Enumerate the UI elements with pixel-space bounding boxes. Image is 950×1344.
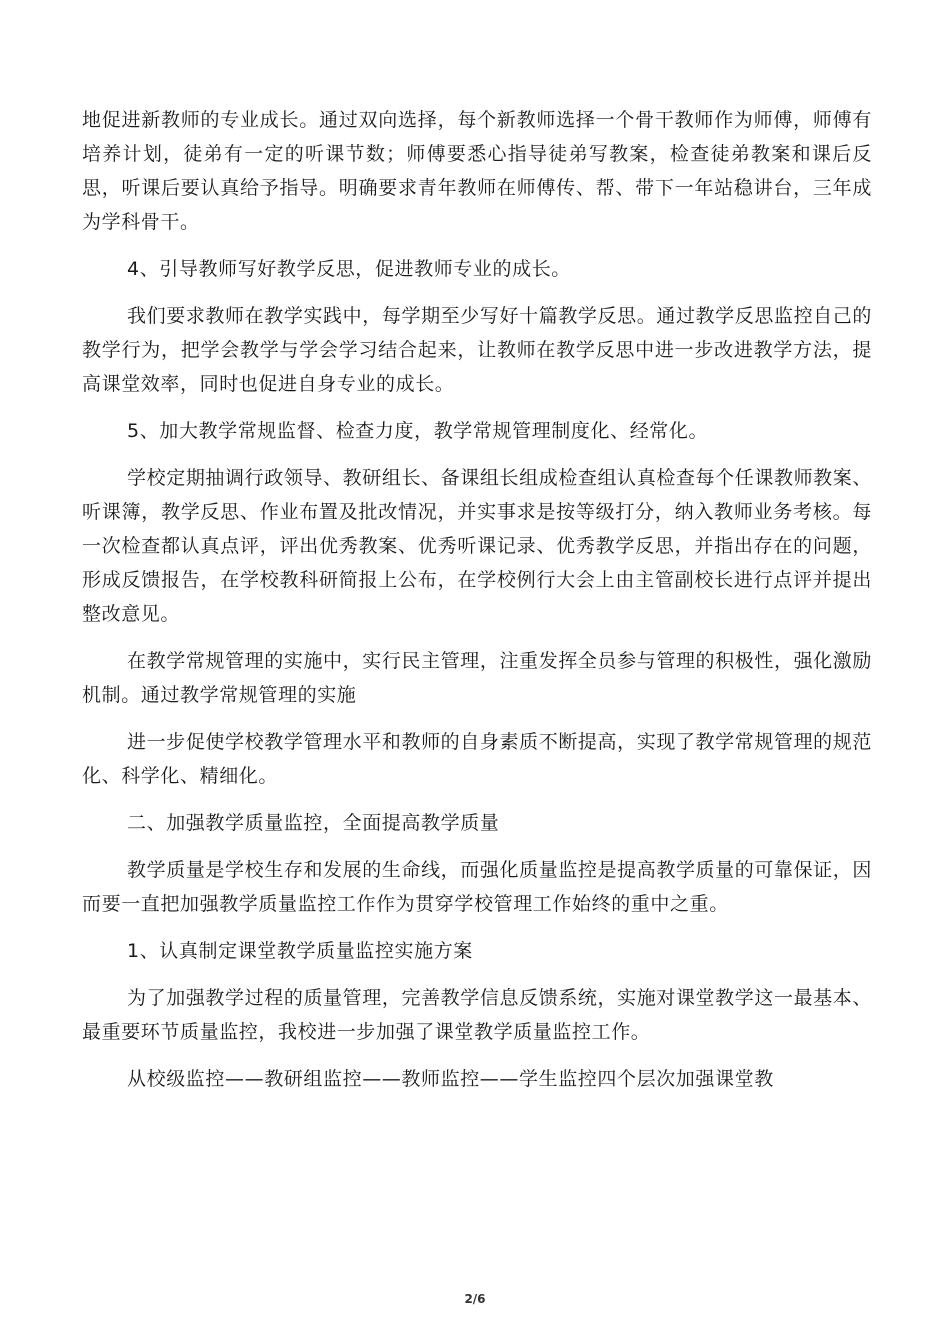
heading-item-1: 1、认真制定课堂教学质量监控实施方案 [127,940,473,962]
paragraph-improvement: 进一步促使学校教学管理水平和教师的自身素质不断提高，实现了教学常规管理的规范化、科学化、精细化。 [82,731,872,787]
paragraph-inspection: 学校定期抽调行政领导、教研组长、备课组长组成检查组认真检查每个任课教师教案、听课簿，教学反思、作业布置及批改情况，并实事求是按等级打分，纳入教师业务考核。每一次检查都认真点评，评出优秀教案、优秀听课记录、优秀教学反思，并指出存在的问题，形成反馈报告，在学校教科研简报上公布，在学校例行大会上由主管副校长进行点评并提出整改意见。 [82,467,872,625]
paragraph-democratic-management: 在教学常规管理的实施中，实行民主管理，注重发挥全员参与管理的积极性，强化激励机制。通过教学常规管理的实施 [82,650,872,706]
document-body [82,103,872,1096]
page-number: 2/6 [464,1292,486,1306]
paragraph-quality-management: 为了加强教学过程的质量管理，完善教学信息反馈系统，实施对课堂教学这一最基本、最重要环节质量监控，我校进一步加强了课堂教学质量监控工作。 [82,987,872,1043]
heading-section-2: 二、加强教学质量监控，全面提高教学质量 [127,812,500,834]
paragraph-teaching-reflection: 我们要求教师在教学实践中，每学期至少写好十篇教学反思。通过教学反思监控自己的教学行为，把学会教学与学会学习结合起来，让教师在教学反思中进一步改进教学方法，提高课堂效率，同时也促进自身专业的成长。 [82,305,872,395]
paragraph-monitoring-levels: 从校级监控——教研组监控——教师监控——学生监控四个层次加强课堂教 [127,1068,774,1090]
heading-item-5: 5、加大教学常规监督、检查力度，教学常规管理制度化、经常化。 [127,420,709,442]
paragraph-quality-lifeline: 教学质量是学校生存和发展的生命线，而强化质量监控是提高教学质量的可靠保证，因而要一直把加强教学质量监控工作作为贯穿学校管理工作始终的重中之重。 [82,859,872,915]
heading-item-4: 4、引导教师写好教学反思，促进教师专业的成长。 [127,258,571,280]
paragraph-continuation: 地促进新教师的专业成长。通过双向选择，每个新教师选择一个骨干教师作为师傅，师傅有培养计划，徒弟有一定的听课节数；师傅要悉心指导徒弟写教案，检查徒弟教案和课后反思，听课后要认真给予指导。明确要求青年教师在师傅传、帮、带下一年站稳讲台，三年成为学科骨干。 [82,109,872,233]
